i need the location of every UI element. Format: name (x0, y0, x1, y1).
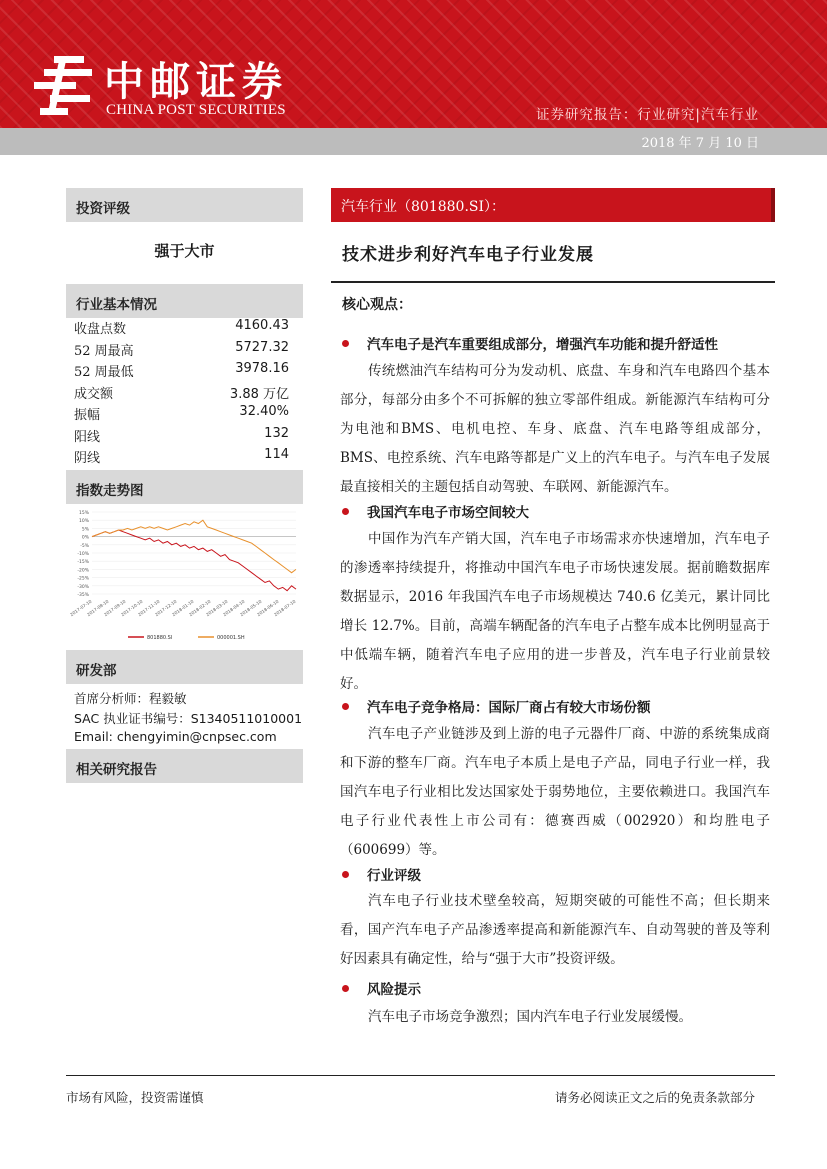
x-tick-label: 2018-06-10 (256, 599, 281, 618)
basics-row (66, 340, 303, 362)
basics-row (66, 447, 303, 469)
y-tick-label: -20% (77, 568, 89, 574)
bullet-body: 中国作为汽车产销大国，汽车电子市场需求亦快速增加，汽车电子的渗透率持续提升，将推动中国汽车电子市场快速发展。据前瞻数据库数据显示，2016 年我国汽车电子市场规模达 740.6 亿美元，累计同比增长 12.7%。目前，高端车辆配备的汽车电子占整车成本比例明显高于中低端车辆，随着汽车电子应用的进一步普及，汽车电子行业前景较好。 (340, 531, 770, 692)
x-tick-label: 2017-11-10 (137, 599, 162, 618)
basics-value: 3.88 万亿 (229, 386, 289, 402)
x-tick-label: 2017-09-10 (103, 599, 128, 618)
y-tick-label: -25% (77, 576, 89, 582)
basics-value: 114 (264, 447, 289, 462)
x-tick-label: 2017-10-10 (120, 599, 145, 618)
basics-row (66, 404, 303, 426)
bullet-body: 汽车电子行业技术壁垒较高，短期突破的可能性不高；但长期来看，国产汽车电子产品渗透率提高和新能源汽车、自动驾驶的普及等利好因素具有确定性，给与“强于大市”投资评级。 (340, 893, 770, 967)
basics-row (66, 361, 303, 383)
bullet-body: 传统燃油汽车结构可分为发动机、底盘、车身和汽车电路四个基本部分，每部分由多个不可拆解的独立零部件组成。新能源汽车结构可分为电池和BMS、电机电控、车身、底盘、汽车电路等组成部分，BMS、电控系统、汽车电路等都是广义上的汽车电子。与汽车电子发展最直接相关的主题包括自动驾驶、车联网、新能源汽车。 (340, 363, 770, 495)
x-tick-label: 2017-08-10 (86, 599, 111, 618)
bullet-body: 汽车电子市场竞争激烈；国内汽车电子行业发展缓慢。 (368, 1009, 692, 1025)
basics-label: 收盘点数 (74, 322, 127, 337)
basics-row (66, 426, 303, 448)
basics-table (66, 318, 303, 469)
sac-number: SAC 执业证书编号：S1340511010001 (74, 711, 303, 726)
disclaimer-notice: 请务必阅读正文之后的免责条款部分 (554, 1090, 755, 1105)
china-post-logo-icon (34, 56, 96, 116)
series-line (92, 530, 296, 591)
y-tick-label: -35% (77, 593, 89, 598)
legend-label: 000001.SH (217, 635, 245, 641)
y-tick-label: -10% (77, 552, 89, 557)
brand-name-en: CHINA POST SECURITIES (106, 102, 286, 118)
basics-value: 3978.16 (235, 361, 289, 376)
basics-label: 成交额 (74, 386, 114, 402)
analyst-name: 首席分析师：程毅敏 (74, 691, 187, 706)
trend-header: 指数走势图 (66, 470, 303, 504)
y-tick-label: 5% (81, 527, 89, 533)
basics-value: 132 (264, 425, 289, 441)
bullet-heading: 风险提示 (342, 978, 421, 998)
basics-value: 4160.43 (235, 318, 289, 333)
y-tick-label: 10% (78, 519, 89, 525)
x-tick-label: 2018-01-10 (171, 599, 196, 618)
x-tick-label: 2017-12-10 (154, 599, 179, 618)
brand-name-cn: 中邮证券 (104, 58, 288, 105)
y-tick-label: -15% (77, 560, 89, 566)
report-header (0, 0, 827, 128)
footer-divider (66, 1075, 775, 1076)
bullet-heading: 汽车电子竞争格局：国际厂商占有较大市场份额 (342, 696, 651, 716)
report-title: 技术进步利好汽车电子行业发展 (342, 245, 594, 265)
bullet-heading: 汽车电子是汽车重要组成部分，增强汽车功能和提升舒适性 (342, 333, 718, 353)
basics-row (66, 383, 303, 405)
x-tick-label: 2018-02-10 (188, 599, 213, 618)
y-tick-label: 15% (78, 511, 89, 516)
core-views-label: 核心观点： (342, 297, 412, 313)
bullet-body: 汽车电子产业链涉及到上游的电子元器件厂商、中游的系统集成商和下游的整车厂商。汽车电子本质上是电子产品，同电子行业一样，我国汽车电子行业相比发达国家处于弱势地位，主要依赖进口。我国汽车电子行业代表性上市公司有：德赛西威（002920）和均胜电子（600699）等。 (340, 726, 770, 858)
y-tick-label: -30% (77, 584, 89, 590)
bullet-heading: 行业评级 (342, 864, 421, 884)
basics-value: 5727.32 (235, 339, 289, 355)
x-tick-label: 2017-07-10 (69, 599, 94, 618)
legend-label: 801880.SI (147, 635, 173, 641)
basics-label: 阳线 (74, 429, 101, 445)
trend-chart-svg (66, 504, 303, 649)
y-tick-label: 0% (81, 535, 89, 541)
analyst-email: Email: chengyimin@cnpsec.com (74, 729, 277, 744)
basics-label: 52 周最高 (74, 343, 134, 359)
basics-row (66, 318, 303, 340)
basics-label: 振幅 (74, 408, 101, 423)
basics-header: 行业基本情况 (66, 284, 303, 318)
x-tick-label: 2018-05-10 (239, 599, 264, 618)
basics-label: 52 周最低 (74, 365, 134, 380)
bullet-dot-icon (342, 985, 349, 992)
title-divider (331, 281, 775, 283)
index-trend-chart (66, 504, 303, 649)
bullet-dot-icon (342, 508, 349, 515)
sector-bar: 汽车行业（801880.SI）： (331, 188, 775, 222)
basics-value: 32.40% (239, 404, 289, 419)
investment-rating: 强于大市 (154, 242, 215, 260)
bullet-dot-icon (342, 703, 349, 710)
bullet-dot-icon (342, 871, 349, 878)
report-date: 2018 年 7 月 10 日 (641, 136, 759, 151)
x-tick-label: 2018-07-10 (273, 599, 298, 618)
related-reports-header: 相关研究报告 (66, 749, 303, 783)
y-tick-label: -5% (80, 543, 89, 549)
x-tick-label: 2018-03-10 (205, 599, 230, 618)
research-header: 研发部 (66, 650, 303, 684)
basics-label: 阴线 (74, 451, 101, 466)
report-type: 证券研究报告：行业研究|汽车行业 (535, 107, 759, 123)
x-tick-label: 2018-04-10 (222, 599, 247, 618)
risk-notice: 市场有风险，投资需谨慎 (66, 1090, 204, 1105)
bullet-dot-icon (342, 340, 349, 347)
rating-header: 投资评级 (66, 188, 303, 222)
bullet-heading: 我国汽车电子市场空间较大 (342, 501, 529, 521)
